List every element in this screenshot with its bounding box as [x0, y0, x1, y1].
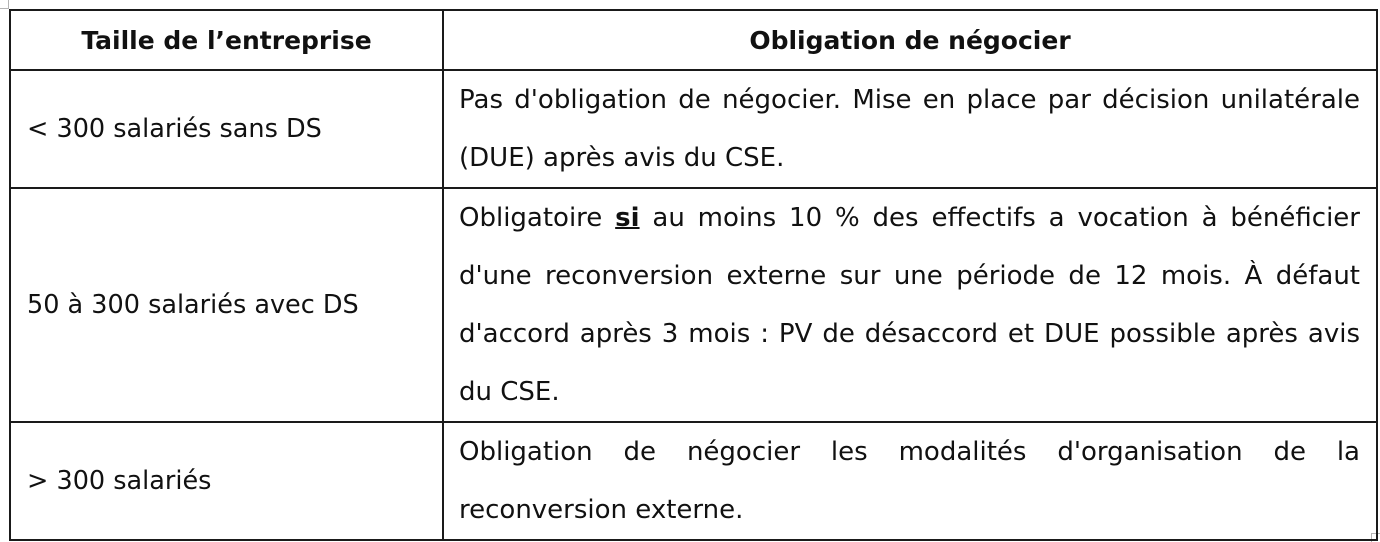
table-row [10, 422, 1377, 540]
company-size-cell: 50 à 300 salariés avec DS [10, 188, 443, 422]
column-header-company-size: Taille de l’entreprise [10, 10, 443, 70]
obligation-cell [443, 188, 1377, 422]
table-header-row [10, 10, 1377, 70]
obligation-cell: Pas d'obligation de négocier. Mise en place par décision unilatérale (DUE) après avis du CSE. [443, 70, 1377, 188]
obligation-emphasis-si: si [615, 203, 640, 233]
obligation-text-start: Obligatoire [459, 203, 616, 233]
negotiation-obligation-table-container [9, 9, 1376, 541]
table-row [10, 188, 1377, 422]
crop-mark-top-left [0, 0, 9, 9]
company-size-cell: < 300 salariés sans DS [10, 70, 443, 188]
table-row [10, 70, 1377, 188]
obligation-cell: Obligation de négocier les modalités d'organisation de la reconversion externe. [443, 422, 1377, 540]
column-header-negotiation-obligation: Obligation de négocier [443, 10, 1377, 70]
company-size-cell: > 300 salariés [10, 422, 443, 540]
obligation-text-rest: au moins 10 % des effectifs a vocation à bénéficier d'une reconversion externe sur une période de 12 mois. À défaut d'accord après 3 mois : PV de désaccord et DUE possible après avis du CSE. [459, 203, 1360, 407]
negotiation-obligation-table [9, 9, 1378, 541]
